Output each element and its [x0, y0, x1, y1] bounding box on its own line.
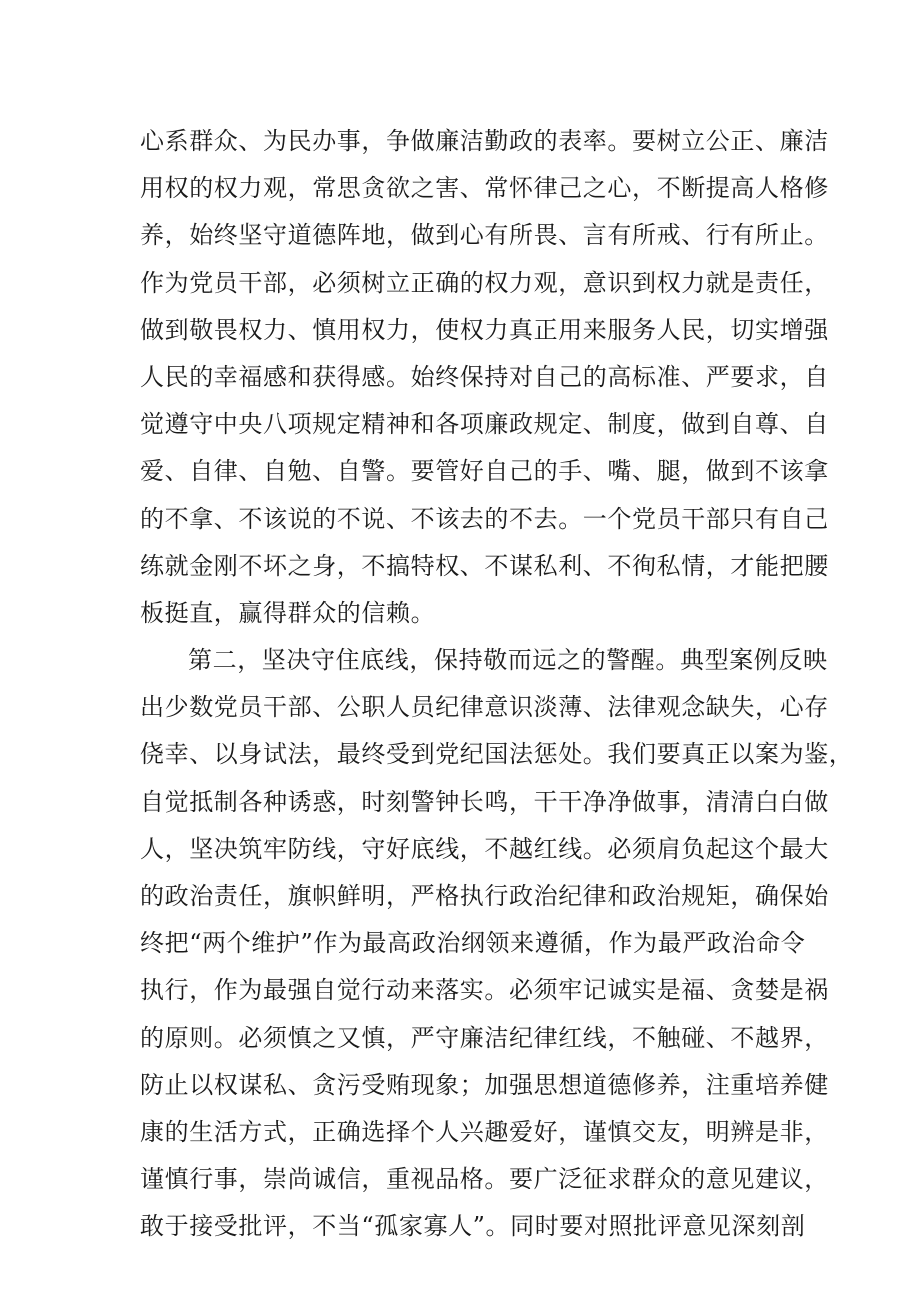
text-line-6: 人民的幸福感和获得感。始终保持对自己的高标准、严要求，自 [140, 362, 829, 391]
text-line-9: 的不拿、不该说的不说、不该去的不去。一个党员干部只有自己 [140, 504, 829, 533]
text-line-19: 执行，作为最强自觉行动来落实。必须牢记诚实是福、贪婪是祸 [140, 976, 829, 1005]
text-line-16: 人，坚决筑牢防线，守好底线，不越红线。必须肩负起这个最大 [140, 834, 829, 863]
text-line-12: 第二，坚决守住底线，保持敬而远之的警醒。典型案例反映 [188, 646, 828, 675]
text-line-15: 自觉抵制各种诱惑，时刻警钟长鸣，干干净净做事，清清白白做 [140, 787, 829, 816]
text-line-10: 练就金刚不坏之身，不搞特权、不谋私利、不徇私情，才能把腰 [140, 551, 829, 580]
text-line-23: 谨慎行事，崇尚诚信，重视品格。要广泛征求群众的意见建议， [140, 1165, 829, 1194]
text-line-11: 板挺直，赢得群众的信赖。 [140, 598, 436, 627]
text-line-5: 做到敬畏权力、慎用权力，使权力真正用来服务人民，切实增强 [140, 315, 829, 344]
text-line-1: 心系群众、为民办事，争做廉洁勤政的表率。要树立公正、廉洁 [140, 127, 829, 155]
text-line-24: 敢于接受批评，不当“孤家寡人”。同时要对照批评意见深刻剖 [140, 1212, 806, 1241]
text-line-17: 的政治责任，旗帜鲜明，严格执行政治纪律和政治规矩，确保始 [140, 882, 829, 910]
text-line-21: 防止以权谋私、贪污受贿现象；加强思想道德修养，注重培养健 [140, 1070, 829, 1099]
body-text [140, 118, 854, 1251]
text-line-20: 的原则。必须慎之又慎，严守廉洁纪律红线，不触碰、不越界， [140, 1023, 829, 1052]
text-line-3: 养，始终坚守道德阵地，做到心有所畏、言有所戒、行有所止。 [140, 221, 829, 250]
text-line-14: 侥幸、以身试法，最终受到党纪国法惩处。我们要真正以案为鉴， [140, 740, 854, 769]
text-line-4: 作为党员干部，必须树立正确的权力观，意识到权力就是责任， [140, 268, 829, 297]
text-line-7: 觉遵守中央八项规定精神和各项廉政规定、制度，做到自尊、自 [140, 410, 829, 439]
text-line-18: 终把“两个维护”作为最高政治纲领来遵循，作为最严政治命令 [140, 929, 806, 958]
text-line-13: 出少数党员干部、公职人员纪律意识淡薄、法律观念缺失，心存 [140, 693, 829, 722]
text-line-2: 用权的权力观，常思贪欲之害、常怀律己之心，不断提高人格修 [140, 174, 829, 203]
text-line-8: 爱、自律、自勉、自警。要管好自己的手、嘴、腿，做到不该拿 [140, 457, 829, 486]
text-line-22: 康的生活方式，正确选择个人兴趣爱好，谨慎交友，明辨是非， [140, 1117, 829, 1146]
